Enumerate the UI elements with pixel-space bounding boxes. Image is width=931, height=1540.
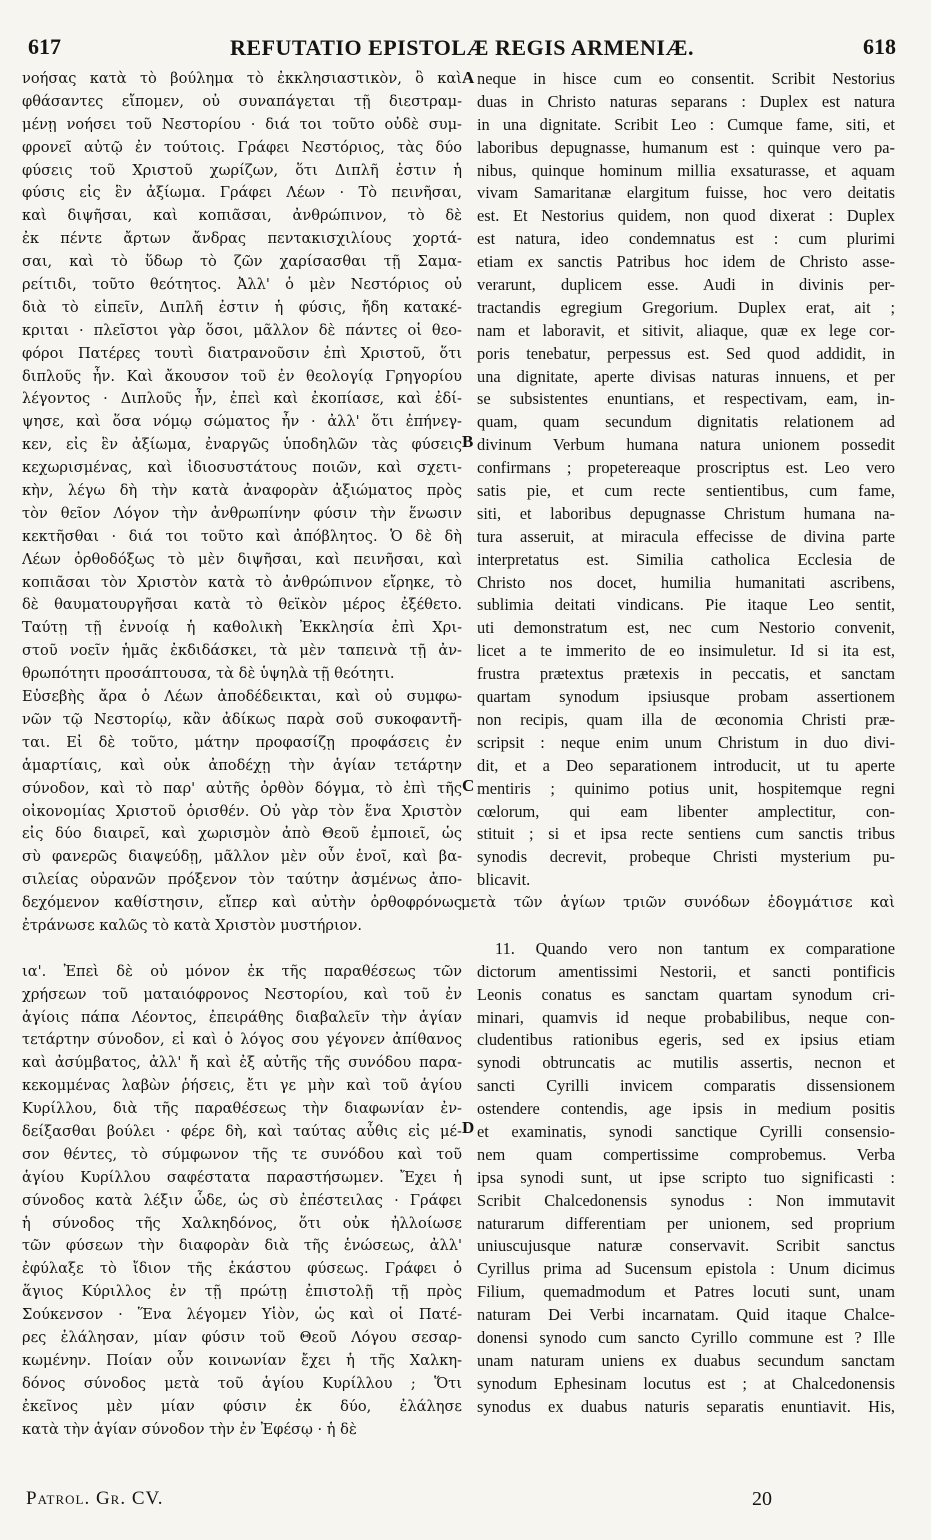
- greek-line: Εὐσεβὴς ἄρα ὁ Λέων ἀποδέδεικται, καὶ οὐ συμφω-: [22, 688, 462, 706]
- greek-line: κοπιᾶσαι τὸν Χριστὸν κατὰ τὸ ἀνθρώπινον εἴρηκε, τὸ: [22, 573, 462, 591]
- greek-line: κεκομμένας λαβὼν ῥήσεις, ἔτι γε μὴν καὶ τοῦ ἁγίου: [22, 1077, 462, 1095]
- greek-line: Λέων ὀρθοδόξως τὸ μὲν διψῆσαι, καὶ πεινῆσαι, καὶ: [22, 550, 462, 568]
- latin-line: Christo nos docet, humilia humanitati ascribens,: [477, 572, 895, 592]
- greek-line: σαι, καὶ τὸ ὕδωρ τὸ ζῶν χαρίσασθαι τῇ Σαμα-: [22, 253, 462, 271]
- latin-line: dit, et a Deo separationem introducit, ut tu aperte: [477, 755, 895, 775]
- greek-line: χρήσεων τοῦ ματαιόφρονος Νεστορίου, καὶ τοῦ ἐν: [22, 985, 462, 1003]
- greek-line: ψησε, καὶ ὅσα νόμῳ σώματος ἦν · ἀλλ' ὅτι ἐπήνεγ-: [22, 413, 462, 431]
- latin-line: naturam Dei Verbi incarnatam. Quid itaque Chalce-: [477, 1305, 895, 1325]
- latin-line: Filium, quemadmodum et Patres locuti sunt, unam: [477, 1282, 895, 1302]
- latin-line: poris tenebatur, perpessus est. Sed quod addidit, in: [477, 343, 895, 363]
- greek-line: φύσις εἰς ἓν ἀξίωμα. Γράφει Λέων · Τὸ πεινῆσαι,: [22, 184, 462, 202]
- latin-line: siti, et laboribus depugnasse Christum humana na-: [477, 503, 895, 523]
- latin-line: synodus ex duabus naturis separatis enuntiavit. His,: [477, 1396, 895, 1416]
- latin-line: Cyrillus prima ad Sucensum epistola : Unum dicimus: [477, 1259, 895, 1279]
- greek-line: φρονεῖ αὐτῷ ἐν τούτοις. Γράφει Νεστόριος, τὰς δύο: [22, 138, 462, 156]
- margin-letter-b: B: [462, 432, 474, 451]
- latin-line: verarunt, duplicem esse. Audi in divinis per-: [477, 275, 895, 295]
- greek-line: οἰκονομίας Χριστοῦ ὁρισθέν. Οὐ γὰρ τὸν ἕνα Χριστὸν: [22, 802, 462, 820]
- greek-line: Κυρίλλου, διὰ τῆς παραθέσεως τὴν διαφωνίαν ἐν-: [22, 1100, 462, 1118]
- latin-line: etiam ex sanctis Patribus hoc idem de Christo asse-: [477, 252, 895, 272]
- greek-line: ἁγίοις πάπα Λέοντος, ἐπειράθης διαβαλεῖν τὴν ἁγίαν: [22, 1008, 462, 1026]
- page-number-left: 617: [28, 34, 61, 59]
- greek-line: ἡ σύνοδος τῆς Χαλκηδόνος, ὅτι οὐκ ἠλλοίωσε: [22, 1214, 462, 1232]
- latin-line: neque in hisce cum eo consentit. Scribit Nestorius: [477, 69, 895, 88]
- latin-line: duas in Christo naturas separans : Duplex est natura: [477, 91, 895, 111]
- greek-line: ἁγίου Κυρίλλου σαφέστατα παραστήσωμεν. Ἔχει ἡ: [22, 1168, 462, 1186]
- greek-line: διὰ τὸ εἰπεῖν, Διπλῆ ἐστιν ἡ φύσις, ἤδη κατακέ-: [22, 298, 462, 316]
- latin-line: satis pie, et cum recte sentientibus, cum fame,: [477, 481, 895, 501]
- greek-line: κατὰ τὴν ἁγίαν σύνοδον τὴν ἐν Ἐφέσῳ · ἡ δὲ: [22, 1420, 357, 1438]
- latin-line: sancti Cyrilli invicem comparatis dissensionem: [477, 1076, 895, 1096]
- greek-line: θρωπότητι προσάπτουσα, τὰ δὲ ὑψηλὰ τῇ θεότητι.: [22, 665, 395, 683]
- greek-line: κεν, εἰς ἓν ἀξίωμα, ἐναργῶς ὑποδηλῶν τὰς φύσεις: [22, 436, 462, 454]
- latin-line: quartam synodum ipsiusque probam assertionem: [477, 687, 895, 707]
- latin-line: tura asseruit, at miracula effecisse de divina parte: [477, 526, 895, 546]
- latin-line: synodum Ephesinam locutus est ; at Chalcedonensis: [477, 1373, 895, 1393]
- greek-line: νῶν τῷ Νεστορίῳ, κἂν ἀδίκως παρὰ σοῦ συκοφαντῆ-: [22, 710, 462, 728]
- greek-line: καὶ διψῆσαι, καὶ κοπιᾶσαι, ἀνθρώπινον, τὸ δὲ: [22, 207, 462, 225]
- latin-line: ostendere contendis, age ipsis in medium positis: [477, 1099, 895, 1119]
- greek-line: δόνος σύνοδος μετὰ τοῦ ἁγίου Κυρίλλου ; Ὅτι: [22, 1374, 462, 1392]
- greek-line: ρες ἐλάλησαν, μίαν φύσιν τοῦ Θεοῦ Λόγου σεσαρ-: [22, 1328, 462, 1346]
- latin-line: scripsit : neque enim unum Christum in duo divi-: [477, 732, 895, 752]
- greek-line: τὸν θεῖον Λόγον τὴν ἀνθρωπίνην φύσιν τὴν ἕνωσιν: [22, 504, 462, 522]
- greek-line: ται. Εἰ δὲ τοῦτο, μάτην προφασίζῃ προφάσεις ἐν: [22, 733, 462, 751]
- greek-line: ἁμαρτίαις, καὶ οὐκ ἀποδέχῃ τὴν ἁγίαν τετάρτην: [22, 756, 462, 774]
- latin-line: dictorum amentissimi Nestorii, et sancti pontificis: [477, 961, 895, 981]
- greek-line: διπλοῦς ἦν. Καὶ ἄκουσον τοῦ ἐν θεολογίᾳ Γρηγορίου: [22, 367, 462, 385]
- greek-line: μένῃ νοήσει τοῦ Νεστορίου · διά τοι τοῦτο οὐδὲ συμ-: [22, 115, 462, 133]
- latin-line: interpretatus est. Similia catholica Ecclesia de: [477, 549, 895, 569]
- latin-line: vivam Samaritanæ elargitum fuisse, hoc vero deitatis: [477, 183, 895, 203]
- latin-line: quam, quam secundum dignitatis relationem ad: [477, 412, 895, 432]
- latin-line: divinum Verbum humana natura unionem possedit: [477, 435, 895, 455]
- latin-line: confirmans ; propetereaque proscriptus est. Leo vero: [477, 458, 895, 478]
- greek-line: Σούκενσον · Ἕνα λέγομεν Υἱὸν, ὡς καὶ οἱ Πατέ-: [22, 1306, 462, 1324]
- greek-line: ια'. Ἐπεὶ δὲ οὐ μόνον ἐκ τῆς παραθέσεως τῶν: [22, 962, 462, 980]
- latin-line: nam et laboravit, et sitivit, aliaque, quæ ex lege cor-: [477, 320, 895, 340]
- greek-line: κριται · πλεῖστοι γὰρ ὅσοι, μᾶλλον δὲ πάντες οἱ θεο-: [22, 321, 462, 339]
- latin-line: naturarum differentiam per unionem, sed proprium: [477, 1213, 895, 1233]
- latin-line: mentiris ; quinimo potius unit, hospitemque regni: [477, 778, 895, 798]
- latin-line: est. Et Nestorius quidem, non quod dixerat : Duplex: [477, 206, 895, 226]
- latin-line: et examinatis, synodi sanctique Cyrilli consensio-: [477, 1121, 895, 1141]
- series-label: Patrol. Gr. CV.: [26, 1488, 164, 1509]
- greek-column: [22, 68, 462, 1441]
- greek-line: ἐκ πέντε ἄρτων ἄνδρας πεντακισχιλίους χορτά-: [22, 230, 462, 248]
- greek-line: δεχόμενον καθίστησιν, εἴπερ καὶ αὐτὴν ὀρθοφρόνως: [22, 894, 462, 912]
- latin-line: blicavit.: [477, 870, 531, 890]
- greek-line: δὲ θαυματουργῆσαι κατὰ τὸ θεϊκὸν μέρος ἐξέθετο.: [22, 596, 462, 614]
- greek-line: κωμένην. Ποίαν οὖν κοινωνίαν ἔχει ἡ τῆς Χαλκη-: [22, 1351, 462, 1369]
- greek-line: στοῦ νοεῖν ἡμᾶς ἐκδιδάσκει, τὰ μὲν ταπεινὰ τῇ ἀν-: [22, 642, 462, 660]
- latin-line: non recipis, quam illa de œconomia Christi præ-: [477, 709, 895, 729]
- latin-line: synodi obtruncatis ac mutilis assertis, necnon et: [477, 1053, 895, 1073]
- greek-line: ἅγιος Κύριλλος ἐν τῇ πρώτῃ ἐπιστολῇ τῇ πρὸς: [22, 1283, 462, 1301]
- latin-line: tractandis egregium Gregorium. Duplex erat, ait ;: [477, 297, 895, 317]
- greek-line: κεχωρισμένας, καὶ ἰδιοσυστάτους ποιῶν, καὶ σχετι-: [22, 459, 462, 477]
- margin-letter-c: C: [462, 776, 475, 795]
- greek-line: σιλείας οὐρανῶν πρόξενον τὸν ταύτην ἀσμένως ἀπο-: [22, 871, 462, 889]
- greek-line: σὺ φανερῶς διαψεύδῃ, μᾶλλον μὲν οὖν ἑνοῖ, καὶ βα-: [22, 848, 462, 866]
- greek-line: φόροι Πατέρες τουτὶ διατρανοῦσιν ἐπὶ Χριστοῦ, ὅτι: [22, 344, 462, 362]
- margin-letter-a: A: [462, 68, 475, 87]
- greek-line: ρείτιδι, τοῦτο θεότητος. Ἀλλ' ὁ μὲν Νεστόριος οὐ: [22, 276, 462, 294]
- latin-blank-line: [477, 915, 895, 938]
- latin-line: Scribit Chalcedonensis synodus : Non immutavit: [477, 1190, 895, 1210]
- greek-line: σον θέντες, τὸ σύμφωνον τῆς τε συνόδου καὶ τοῦ: [22, 1145, 462, 1163]
- latin-line: se subsistentes enuntians, et respectivam, eam, in-: [477, 389, 895, 409]
- greek-line: δείξασθαι βούλει · φέρε δὴ, καὶ ταύτας αὖθις εἰς μέ-: [22, 1122, 462, 1140]
- latin-line: una dignitate, aperte divisas naturas innuens, et per: [477, 366, 895, 386]
- latin-line: stituit ; si et ipsa recte sentiens cum sanctis tribus: [477, 824, 895, 844]
- greek-line: καὶ ἀσύμβατος, ἀλλ' ἤ καὶ ἐξ αὐτῆς τῆς συνόδου παρα-: [22, 1054, 462, 1072]
- greek-runover-line: μετὰ τῶν ἁγίων τριῶν συνόδων ἐδογμάτισε καὶ: [461, 894, 895, 912]
- latin-line: nem quam compertissime comprobemus. Verba: [477, 1144, 895, 1164]
- latin-column: [461, 68, 895, 1419]
- greek-line: εἰς δύο διαιρεῖ, καὶ χωρισμὸν ἀπὸ Θεοῦ ἐμποιεῖ, ὡς: [22, 825, 462, 843]
- running-title: REFUTATIO EPISTOLÆ REGIS ARMENIÆ.: [230, 35, 694, 60]
- greek-line: ἐκεῖνος μὲν μίαν φύσιν ἐκ δύο, ἐλάλησε: [22, 1397, 462, 1415]
- greek-line: σύνοδος κατὰ λέξιν ὧδε, ὡς σὺ ἐπέστειλας · Γράφει: [22, 1191, 462, 1209]
- running-header: [28, 34, 896, 60]
- greek-line: φθάσαντες εἴπομεν, οὐ συναπάγεται τῇ διεστραμ-: [22, 92, 462, 110]
- latin-line: est natura, ideo condemnatus est : cum plurimi: [477, 229, 895, 249]
- greek-blank-line: [22, 938, 462, 961]
- signature-number: 20: [752, 1488, 772, 1510]
- latin-line: donensi synodo cum sancto Cyrillo commune est ? Ille: [477, 1327, 895, 1347]
- latin-line: licet a te immerito de eo insimuletur. Id si ita est,: [477, 641, 895, 661]
- latin-line: sublimia deitati vindicans. Pie itaque Leo sentit,: [477, 595, 895, 615]
- latin-line: nibus, quinque hominum millia exsaturasse, et aquam: [477, 160, 895, 180]
- latin-line: laboribus depugnasse, humanum est : quinque vero pa-: [477, 137, 895, 157]
- greek-line: τῶν φύσεων τὴν διαφορὰν διὰ τῆς ἑνώσεως, ἀλλ': [22, 1237, 462, 1255]
- greek-line: λέγοντος · Διπλοῦς ἦν, ἐπεὶ καὶ ἐκοπίασε, καὶ ἐδί-: [22, 390, 462, 408]
- latin-line: minari, quamvis id neque probabilibus, neque con-: [477, 1007, 895, 1027]
- greek-line: τετάρτην σύνοδον, εἰ καὶ ὁ λόγος σου γέγονεν ἀπίθανος: [22, 1031, 462, 1049]
- greek-line: κεκτῆσθαι · διά τοι τοῦτο καὶ ἀπόβλητος. Ὁ δὲ δὴ: [22, 527, 462, 545]
- margin-letter-d: D: [462, 1118, 475, 1137]
- greek-line: ἐφύλαξε τὸ ἴδιον τῆς ἑκάστου φύσεως. Γράφει ὁ: [22, 1260, 462, 1278]
- latin-line: synodis decrevit, probeque Christi mysterium pu-: [477, 847, 895, 867]
- greek-line: ἐτράνωσε καλῶς τὸ κατὰ Χριστὸν μυστήριον.: [22, 916, 363, 934]
- page-number-right: 618: [863, 34, 896, 59]
- greek-line: σύνοδον, καὶ τὸ παρ' αὐτῆς ὀρθὸν δόγμα, τὸ ἐπὶ τῆς: [22, 779, 462, 797]
- latin-line: unam naturam uniens ex duabus secundum sanctam: [477, 1350, 895, 1370]
- latin-line: ipsa synodi sunt, ut ipse scripto tuo significasti :: [477, 1167, 895, 1187]
- latin-line: frustra prætextus prætexis in peccatis, et sanctam: [477, 664, 895, 684]
- latin-line: in una dignitate. Scribit Leo : Cumque fame, siti, et: [477, 114, 895, 134]
- greek-line: νοήσας κατὰ τὸ βούλημα τὸ ἐκκλησιαστικὸν, ὃ καὶ: [22, 70, 462, 87]
- greek-line: κὴν, λέγω δὴ τὴν κατὰ ἀναφορὰν ἀξιώματος πρὸς: [22, 482, 462, 500]
- page-footer: [26, 1488, 906, 1516]
- latin-line: uti demonstratum est, nec cum Nestorio convenit,: [477, 618, 895, 638]
- latin-line: cœlorum, qui eam libenter amplectitur, con-: [477, 801, 895, 821]
- latin-line: cludentibus rationibus egeris, sed ex ipsius etiam: [477, 1030, 895, 1050]
- latin-line: 11. Quando vero non tantum ex comparatione: [495, 938, 895, 958]
- latin-line: uniuscujusque naturæ conservavit. Scribit sanctus: [477, 1236, 895, 1256]
- latin-line: Leonis conatus es sanctam quartam synodum cri-: [477, 984, 895, 1004]
- greek-line: φύσεις τοῦ Χριστοῦ χωρίζων, ὅτι Διπλῆ ἐστιν ἡ: [22, 161, 462, 179]
- greek-line: Ταύτῃ τῇ ἐννοίᾳ ἡ καθολικὴ Ἐκκλησία ἐπὶ Χρι-: [22, 619, 462, 637]
